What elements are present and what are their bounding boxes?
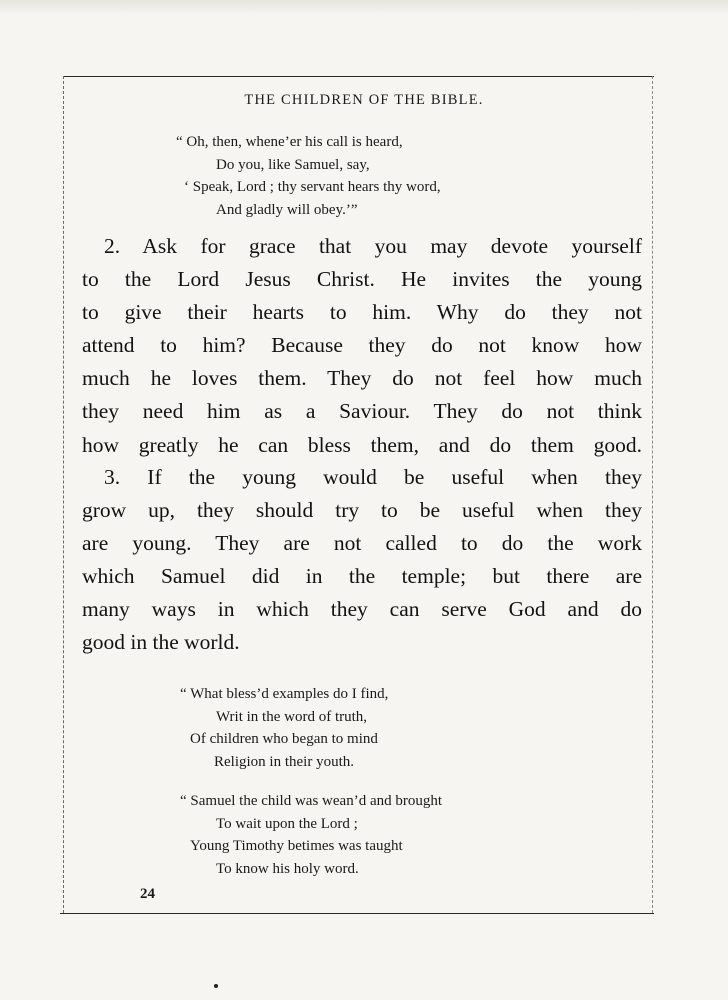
text-line: many ways in which they can serve God and do: [82, 597, 642, 622]
text-line: are young. They are not called to do the work: [82, 531, 642, 556]
text-line: how greatly he can bless them, and do them good.: [82, 432, 642, 457]
text-line: they need him as a Saviour. They do not think: [82, 399, 642, 424]
verse-line: Religion in their youth.: [214, 753, 354, 770]
page-number: 24: [140, 886, 155, 902]
frame-rule-bottom: [60, 913, 654, 914]
verse-line: “ Samuel the child was wean’d and brought: [180, 793, 443, 809]
paragraph-2: [82, 230, 642, 462]
text-line: to give their hearts to him. Why do they not: [82, 300, 642, 325]
running-head: THE CHILDREN OF THE BIBLE.: [244, 92, 484, 108]
verse-line: Of children who began to mind: [190, 731, 378, 747]
text-line: good in the world.: [82, 630, 240, 655]
paragraph-3: [82, 461, 642, 660]
text-line: attend to him? Because they do not know how: [82, 333, 642, 358]
verse-line: Do you, like Samuel, say,: [216, 156, 370, 173]
verse-quote-3: [180, 790, 442, 880]
frame-rule-right: [652, 76, 653, 913]
verse-line: “ Oh, then, whene’er his call is heard,: [176, 134, 403, 150]
text-line: 2. Ask for grace that you may devote yourself: [104, 234, 642, 258]
verse-line: Writ in the word of truth,: [216, 708, 368, 725]
text-line: much he loves them. They do not feel how much: [82, 366, 642, 391]
verse-line: ‘ Speak, Lord ; thy servant hears thy word,: [184, 179, 441, 195]
verse-line: To wait upon the Lord ;: [216, 815, 358, 832]
page-top-edge: [0, 0, 728, 14]
text-line: which Samuel did in the temple; but there are: [82, 564, 642, 589]
text-line: to the Lord Jesus Christ. He invites the young: [82, 267, 642, 292]
text-line: grow up, they should try to be useful when they: [82, 498, 642, 523]
verse-line: To know his holy word.: [216, 860, 359, 877]
frame-rule-left: [63, 76, 64, 913]
verse-line: “ What bless’d examples do I find,: [180, 686, 389, 702]
verse-line: And gladly will obey.’”: [216, 201, 358, 218]
verse-quote-2: [180, 683, 388, 773]
ink-speck: [214, 984, 218, 988]
text-line: 3. If the young would be useful when they: [104, 465, 642, 489]
verse-quote-1: [176, 131, 441, 221]
verse-line: Young Timothy betimes was taught: [190, 838, 403, 854]
frame-rule-top: [64, 76, 654, 77]
